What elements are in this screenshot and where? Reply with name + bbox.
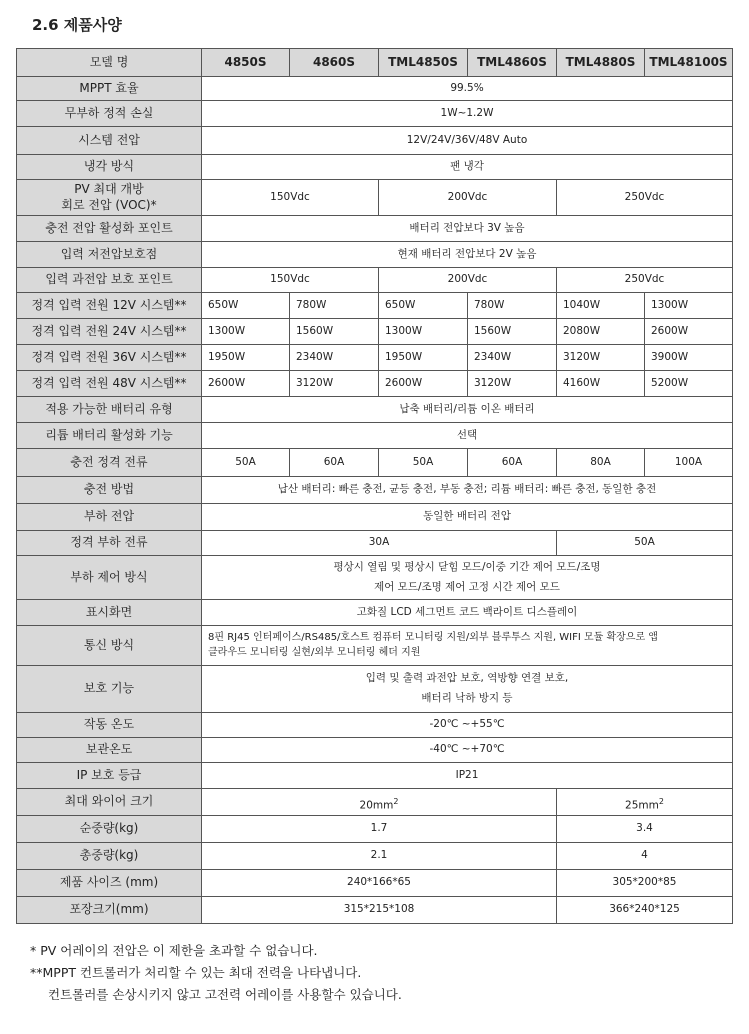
table-row: [17, 371, 733, 397]
row-value: 고화질 LCD 세그먼트 코드 백라이트 디스플레이: [202, 600, 733, 626]
table-row: [17, 504, 733, 531]
row-label: 입력 과전압 보호 포인트: [17, 268, 202, 293]
row-value: [202, 666, 733, 713]
row-value: 3120W: [468, 371, 557, 397]
row-value: 4160W: [557, 371, 645, 397]
row-value: 200Vdc: [379, 268, 557, 293]
voc-label-line2: 회로 전압 (VOC)*: [61, 197, 157, 212]
row-value: 2600W: [202, 371, 290, 397]
row-value: 2340W: [290, 345, 379, 371]
row-value: 1300W: [202, 319, 290, 345]
row-value: 팬 냉각: [202, 155, 733, 180]
row-value: 12V/24V/36V/48V Auto: [202, 127, 733, 155]
table-row: [17, 293, 733, 319]
comm-line1: 8핀 RJ45 인터페이스/RS485/호스트 컴퓨터 모니터링 지원/외부 블루투스 지원, WIFI 모듈 확장으로 앱: [208, 632, 658, 643]
model-4850s: 4850S: [202, 49, 290, 77]
row-value: -20℃ ~+55℃: [202, 713, 733, 738]
footnote-mppt-continued: 컨트롤러를 손상시키지 않고 고전력 어레이를 사용할수 있습니다.: [48, 987, 402, 1002]
row-label: MPPT 효율: [17, 77, 202, 101]
model-name-label: 모델 명: [17, 49, 202, 77]
row-value: 5200W: [645, 371, 733, 397]
row-value: 2340W: [468, 345, 557, 371]
wire-sup-large: 2: [658, 797, 664, 807]
row-value: 99.5%: [202, 77, 733, 101]
table-row: [17, 600, 733, 626]
row-value: 50A: [202, 449, 290, 477]
table-row: [17, 789, 733, 816]
protection-line1: 입력 및 출력 과전압 보호, 역방향 연결 보호,: [365, 672, 569, 685]
wire-value-small: 20mm: [359, 799, 394, 812]
table-row: [17, 666, 733, 713]
row-value: 3900W: [645, 345, 733, 371]
row-value: 3.4: [557, 816, 733, 843]
table-row: [17, 843, 733, 870]
wire-value-large: 25mm: [625, 799, 659, 812]
row-value: 1560W: [290, 319, 379, 345]
table-row: [17, 531, 733, 556]
row-value: 1950W: [202, 345, 290, 371]
model-tml4880s: TML4880S: [557, 49, 645, 77]
row-value: 60A: [290, 449, 379, 477]
row-value: 240*166*65: [202, 870, 557, 897]
row-label: 냉각 방식: [17, 155, 202, 180]
table-row: [17, 77, 733, 101]
model-4860s: 4860S: [290, 49, 379, 77]
row-value: 4: [557, 843, 733, 870]
row-value: 100A: [645, 449, 733, 477]
row-value: 배터리 전압보다 3V 높음: [202, 216, 733, 242]
row-label: 보관온도: [17, 738, 202, 763]
row-label: 시스템 전압: [17, 127, 202, 155]
row-value: 납축 배터리/리튬 이온 배터리: [202, 397, 733, 423]
table-row: [17, 319, 733, 345]
table-row: [17, 713, 733, 738]
voc-label-line1: PV 최대 개방: [74, 181, 144, 196]
wire-sup-small: 2: [393, 797, 399, 807]
row-value: 150Vdc: [202, 180, 379, 216]
row-value: 선택: [202, 423, 733, 449]
row-value: 1950W: [379, 345, 468, 371]
row-label: 정격 입력 전원 36V 시스템**: [17, 345, 202, 371]
spec-table: [16, 48, 733, 924]
section-title: 2.6 제품사양: [32, 16, 122, 34]
row-label: 리튬 배터리 활성화 기능: [17, 423, 202, 449]
protection-line2: 배터리 낙하 방지 등: [421, 692, 513, 704]
table-row: [17, 397, 733, 423]
footnote-voc: * PV 어레이의 전압은 이 제한을 초과할 수 없습니다.: [30, 943, 318, 958]
row-label: 통신 방식: [17, 626, 202, 666]
row-value: 650W: [202, 293, 290, 319]
row-value: 2.1: [202, 843, 557, 870]
row-label: 순중량(kg): [17, 816, 202, 843]
row-label: 정격 입력 전원 12V 시스템**: [17, 293, 202, 319]
row-label: 제품 사이즈 (mm): [17, 870, 202, 897]
table-row: [17, 870, 733, 897]
row-value: 305*200*85: [557, 870, 733, 897]
row-value: -40℃ ~+70℃: [202, 738, 733, 763]
row-label: 총중량(kg): [17, 843, 202, 870]
footnotes: [30, 940, 402, 1006]
table-row: [17, 626, 733, 666]
row-value: 1W~1.2W: [202, 101, 733, 127]
table-row: [17, 897, 733, 924]
row-value: 315*215*108: [202, 897, 557, 924]
table-row: [17, 423, 733, 449]
table-row: [17, 738, 733, 763]
row-label: IP 보호 등급: [17, 763, 202, 789]
row-label: 무부하 정적 손실: [17, 101, 202, 127]
row-label: 충전 방법: [17, 477, 202, 504]
row-label: 부하 제어 방식: [17, 556, 202, 600]
row-value: 250Vdc: [557, 180, 733, 216]
row-label: 표시화면: [17, 600, 202, 626]
table-row: [17, 127, 733, 155]
row-value: 2600W: [645, 319, 733, 345]
row-value: 50A: [557, 531, 733, 556]
row-value: 780W: [290, 293, 379, 319]
table-row: [17, 155, 733, 180]
row-value: 1300W: [379, 319, 468, 345]
table-header-row: [17, 49, 733, 77]
table-row: [17, 449, 733, 477]
row-value: 780W: [468, 293, 557, 319]
row-value: 366*240*125: [557, 897, 733, 924]
model-tml48100s: TML48100S: [645, 49, 733, 77]
comm-line2: 클라우드 모니터링 실현/외부 모니터링 헤더 지원: [208, 646, 421, 658]
row-value: 1040W: [557, 293, 645, 319]
row-label: 작동 온도: [17, 713, 202, 738]
row-value: 250Vdc: [557, 268, 733, 293]
row-value: 3120W: [557, 345, 645, 371]
row-label: 충전 정격 전류: [17, 449, 202, 477]
row-value: 1.7: [202, 816, 557, 843]
table-row: [17, 180, 733, 216]
row-value: [202, 626, 733, 666]
row-label: 보호 기능: [17, 666, 202, 713]
row-label: [17, 180, 202, 216]
row-value: IP21: [202, 763, 733, 789]
row-value: 80A: [557, 449, 645, 477]
row-value: 1300W: [645, 293, 733, 319]
row-value: 납산 배터리: 빠른 충전, 균등 충전, 부동 충전; 리튬 배터리: 빠른 충전, 동일한 충전: [202, 477, 733, 504]
row-value: 60A: [468, 449, 557, 477]
row-value: [202, 556, 733, 600]
row-label: 충전 전압 활성화 포인트: [17, 216, 202, 242]
row-value: [202, 789, 557, 816]
row-value: 2080W: [557, 319, 645, 345]
row-value: 2600W: [379, 371, 468, 397]
row-label: 부하 전압: [17, 504, 202, 531]
row-label: 포장크기(mm): [17, 897, 202, 924]
row-value: 동일한 배터리 전압: [202, 504, 733, 531]
row-value: 150Vdc: [202, 268, 379, 293]
row-label: 적용 가능한 배터리 유형: [17, 397, 202, 423]
table-row: [17, 556, 733, 600]
row-value: 200Vdc: [379, 180, 557, 216]
row-value: 30A: [202, 531, 557, 556]
row-label: 정격 부하 전류: [17, 531, 202, 556]
table-row: [17, 345, 733, 371]
row-value: 현재 배터리 전압보다 2V 높음: [202, 242, 733, 268]
row-value: 1560W: [468, 319, 557, 345]
table-row: [17, 242, 733, 268]
row-value: 50A: [379, 449, 468, 477]
row-value: 650W: [379, 293, 468, 319]
table-row: [17, 268, 733, 293]
row-label: 입력 저전압보호점: [17, 242, 202, 268]
table-row: [17, 216, 733, 242]
table-row: [17, 101, 733, 127]
load-control-line2: 제어 모드/조명 제어 고정 시간 제어 모드: [374, 580, 560, 593]
table-row: [17, 816, 733, 843]
model-tml4850s: TML4850S: [379, 49, 468, 77]
row-label: 정격 입력 전원 48V 시스템**: [17, 371, 202, 397]
load-control-line1: 평상시 열림 및 평상시 닫힘 모드/이중 기간 제어 모드/조명: [333, 560, 601, 573]
model-tml4860s: TML4860S: [468, 49, 557, 77]
table-row: [17, 477, 733, 504]
row-label: 최대 와이어 크기: [17, 789, 202, 816]
row-value: 3120W: [290, 371, 379, 397]
table-row: [17, 763, 733, 789]
footnote-mppt: **MPPT 컨트롤러가 처리할 수 있는 최대 전력을 나타냅니다.: [30, 965, 362, 980]
row-label: 정격 입력 전원 24V 시스템**: [17, 319, 202, 345]
row-value: [557, 789, 733, 816]
